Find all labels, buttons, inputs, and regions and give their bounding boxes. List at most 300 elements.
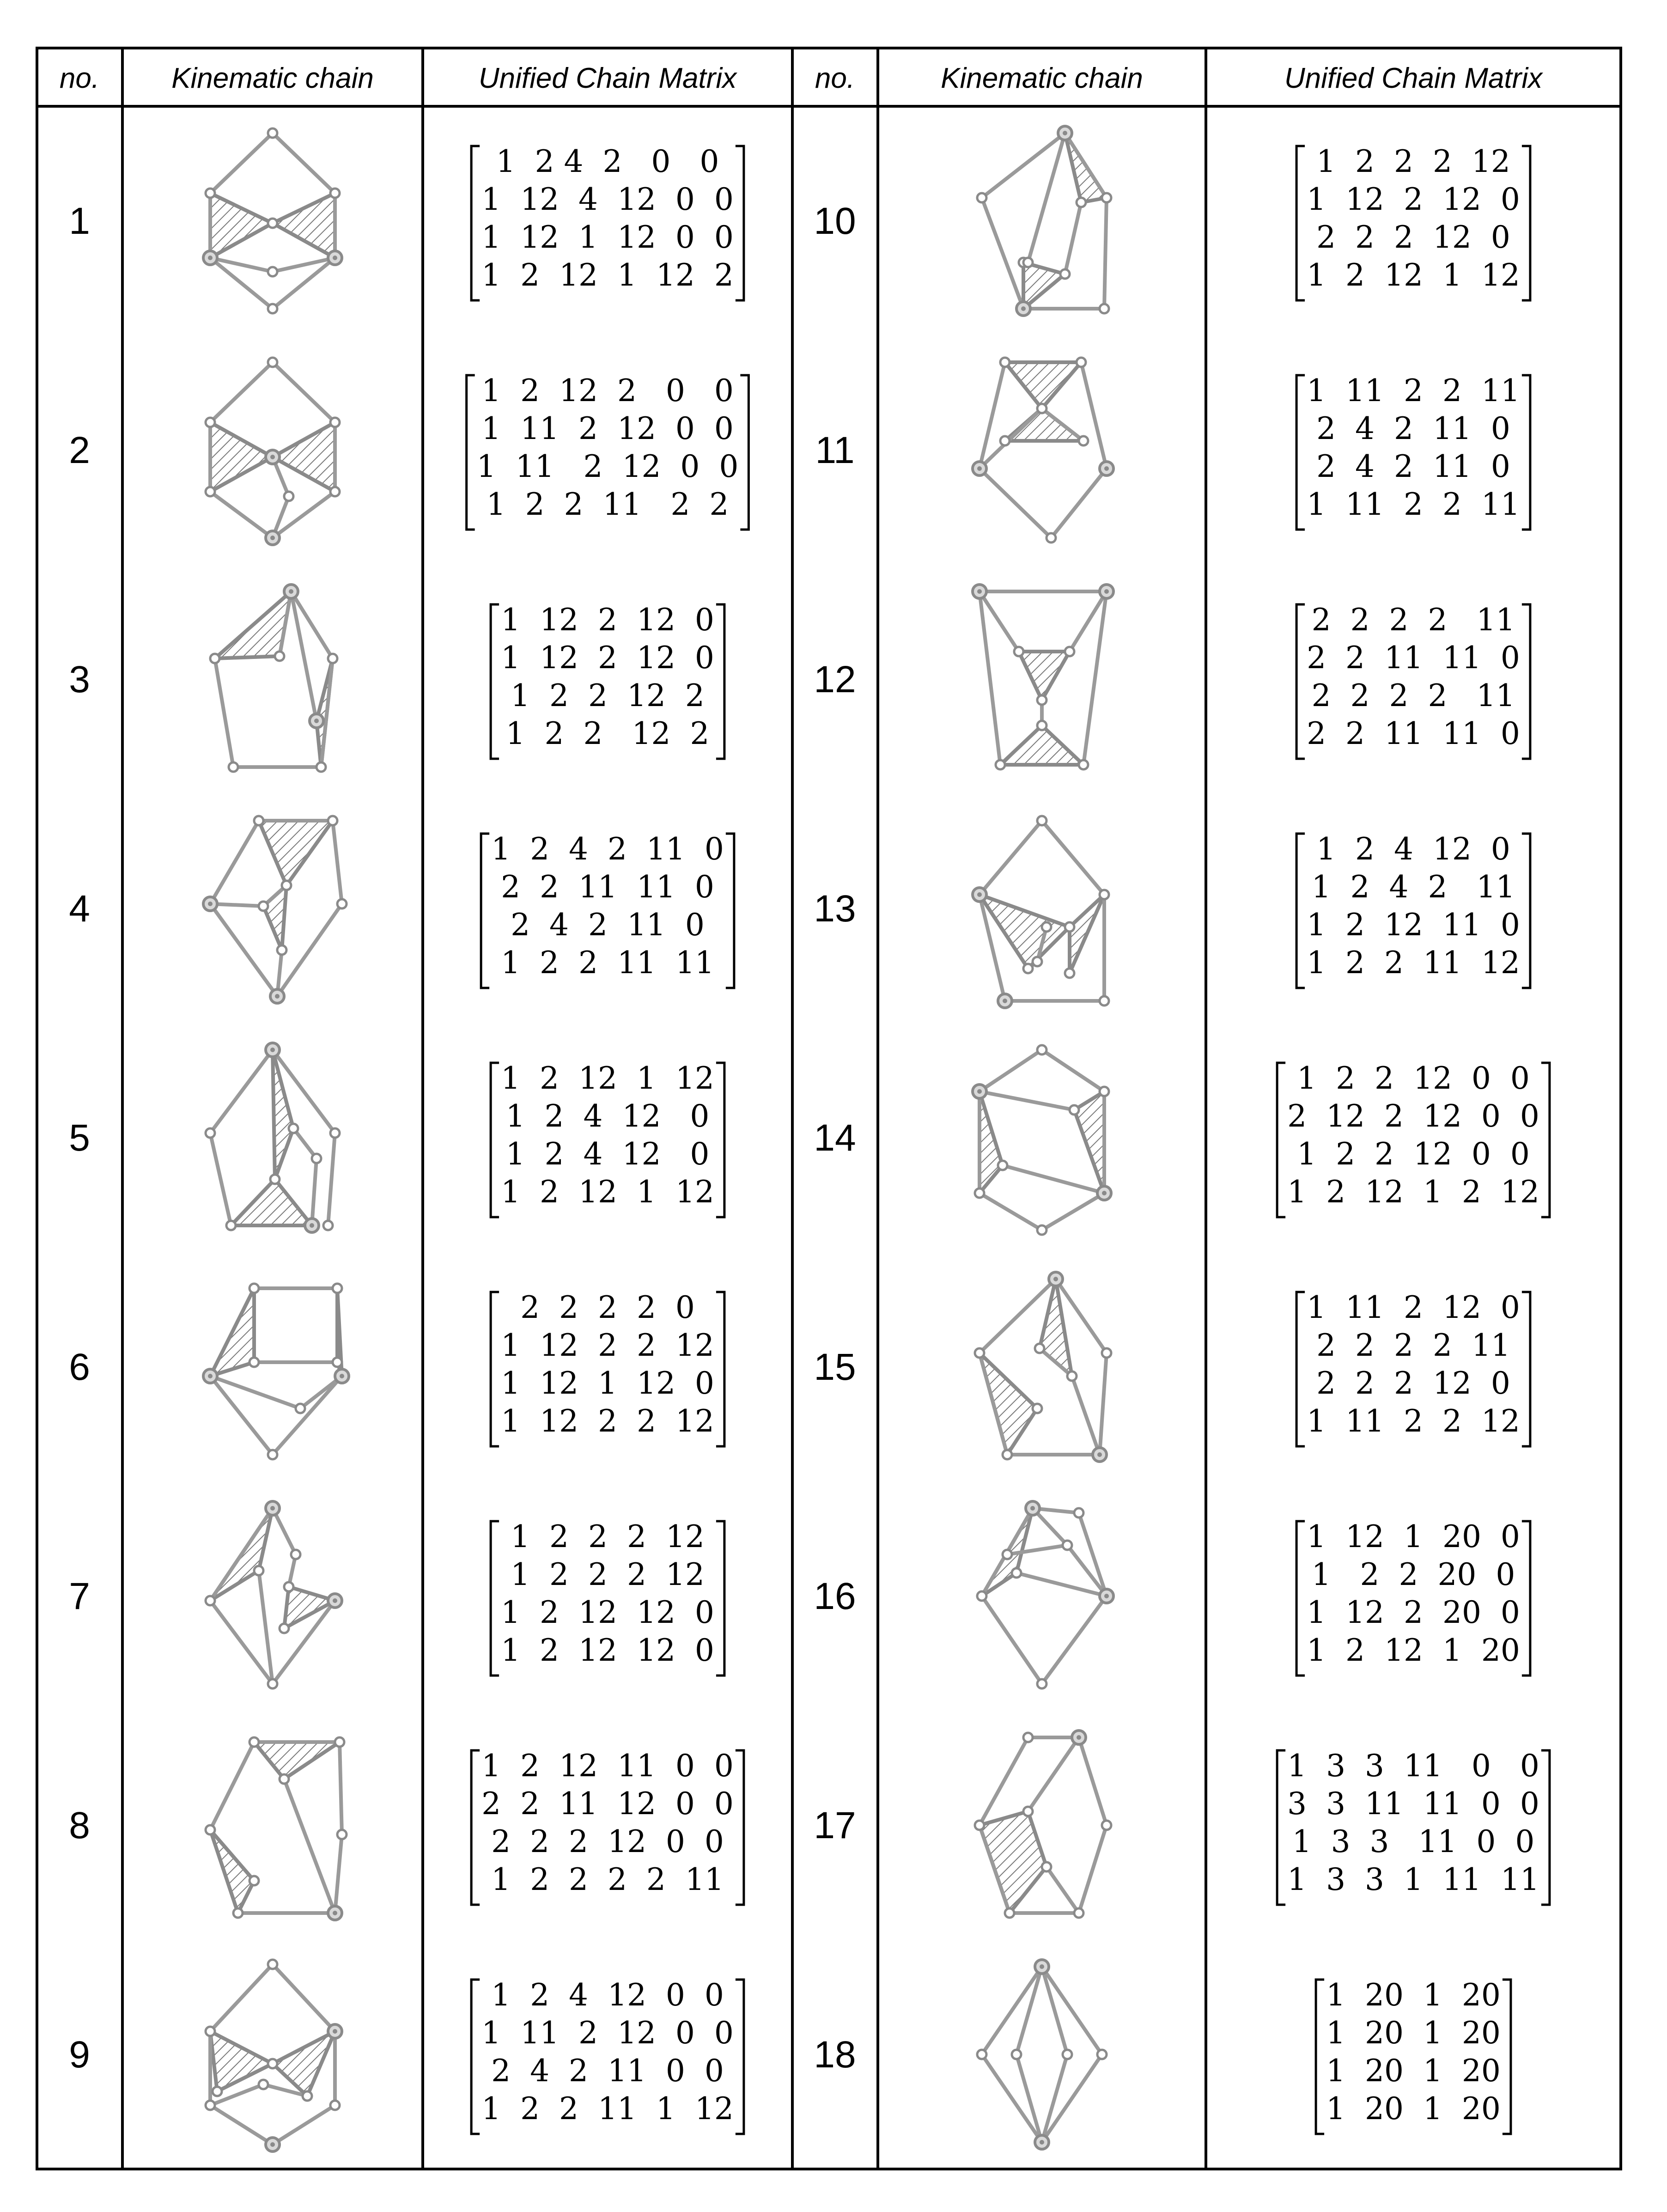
unified-chain-matrix — [1296, 1519, 1530, 1676]
table-row — [69, 1043, 724, 1232]
joint — [1074, 1508, 1083, 1517]
table-row — [69, 358, 748, 545]
matrix-row: 2 4 2 11 0 — [1316, 449, 1510, 484]
matrix-row: 1 12 4 12 0 0 — [481, 182, 734, 217]
joint — [1046, 533, 1056, 542]
matrix-row: 1 2 12 11 0 — [1307, 907, 1520, 943]
binary-link — [1003, 1165, 1104, 1193]
matrix-row: 1 11 2 2 11 — [1307, 373, 1520, 408]
row-number: 15 — [814, 1346, 856, 1388]
matrix-row: 1 2 2 12 2 — [505, 716, 710, 751]
joint — [1102, 1348, 1111, 1358]
row-number: 11 — [815, 429, 855, 471]
matrix-row: 1 20 1 20 — [1326, 1977, 1501, 2013]
matrix-row: 2 2 2 12 0 — [1316, 1365, 1510, 1401]
matrix-row: 1 12 2 2 12 — [501, 1403, 714, 1439]
unified-chain-matrix — [471, 1748, 744, 1905]
matrix-rows — [501, 1060, 714, 1210]
unified-chain-matrix — [491, 1519, 724, 1676]
matrix-row: 1 2 12 1 20 — [1307, 1633, 1520, 1668]
joint — [1100, 890, 1109, 899]
joint — [330, 189, 340, 198]
ground-joint-center — [1104, 466, 1109, 471]
table-row — [815, 358, 1530, 542]
matrix-row: 1 2 2 12 0 0 — [1297, 1136, 1530, 1172]
ground-joint-center — [333, 1598, 337, 1603]
joint — [249, 1358, 259, 1367]
joint — [268, 358, 277, 367]
joint — [1037, 1225, 1046, 1235]
joint — [206, 1128, 215, 1138]
table-row — [814, 1501, 1530, 1688]
table-row — [814, 1272, 1530, 1462]
joint — [284, 492, 293, 501]
matrix-rows — [1307, 144, 1520, 293]
ground-joint-center — [1063, 131, 1067, 135]
ternary-link — [980, 1091, 1003, 1193]
table-row — [69, 128, 744, 313]
joint — [1070, 1105, 1079, 1115]
matrix-row: 1 11 2 12 0 0 — [481, 2015, 734, 2051]
ground-joint-center — [270, 536, 275, 540]
joint — [1102, 193, 1111, 202]
kinematic-chain-figure — [206, 1043, 340, 1232]
joint — [977, 193, 986, 202]
joint — [316, 762, 326, 772]
row-number: 8 — [69, 1804, 90, 1846]
table-row — [69, 1501, 724, 1688]
kinematic-chain-figure — [975, 1272, 1111, 1462]
ternary-link — [284, 1587, 335, 1628]
ground-joint-center — [340, 1374, 344, 1378]
kinematic-chain-figure — [203, 1284, 349, 1459]
matrix-rows — [1307, 831, 1520, 981]
joint — [1042, 922, 1051, 932]
matrix-left-bracket — [491, 1521, 499, 1676]
joint — [1077, 358, 1086, 367]
joint — [1037, 1045, 1046, 1054]
unified-chain-matrix — [491, 1060, 724, 1217]
binary-link — [982, 198, 1023, 309]
matrix-row: 2 2 11 11 0 — [501, 869, 714, 905]
joint — [323, 1221, 333, 1230]
matrix-row: 1 2 2 2 12 — [1316, 144, 1510, 179]
matrix-row: 1 12 2 2 12 — [501, 1328, 714, 1363]
matrix-rows — [481, 1748, 734, 1897]
table-row — [69, 1960, 744, 2151]
matrix-rows — [1307, 1290, 1520, 1439]
joint — [268, 1450, 277, 1459]
row-number: 4 — [69, 888, 90, 930]
joint — [254, 816, 263, 825]
ground-joint-center — [1104, 589, 1109, 594]
joint — [330, 487, 340, 496]
matrix-right-bracket — [740, 375, 748, 530]
matrix-row: 2 12 2 12 0 0 — [1287, 1098, 1539, 1134]
joint — [1037, 1679, 1046, 1688]
matrix-right-bracket — [736, 146, 744, 300]
kinematic-chain-figure — [203, 128, 342, 313]
joint — [330, 418, 340, 427]
matrix-row: 1 12 1 12 0 — [501, 1365, 714, 1401]
row-number: 3 — [69, 658, 90, 701]
matrix-row: 2 4 2 11 0 — [1316, 411, 1510, 446]
joint — [975, 1348, 984, 1358]
matrix-row: 1 2 12 2 0 0 — [481, 373, 734, 408]
row-number: 18 — [814, 2034, 856, 2076]
joint — [1033, 957, 1042, 966]
ground-joint-center — [1102, 1191, 1107, 1195]
unified-chain-matrix — [1277, 1060, 1550, 1217]
matrix-left-bracket — [1296, 146, 1305, 300]
unified-chain-matrix — [1296, 1290, 1530, 1446]
joint — [328, 654, 337, 663]
row-number: 14 — [814, 1117, 856, 1159]
table-row — [814, 816, 1530, 1008]
matrix-rows — [1307, 373, 1520, 522]
matrix-row: 1 2 2 11 2 2 — [486, 487, 729, 522]
row-number: 2 — [69, 429, 90, 471]
table-row — [814, 1045, 1549, 1235]
matrix-rows — [1307, 602, 1520, 751]
binary-link — [273, 1508, 296, 1587]
joint — [1033, 1404, 1042, 1413]
binary-link — [1083, 591, 1107, 765]
joint — [1079, 760, 1088, 769]
joint — [210, 654, 219, 663]
binary-link — [1046, 1867, 1079, 1913]
joint — [280, 1774, 289, 1784]
matrix-row: 1 3 3 1 11 11 — [1287, 1862, 1539, 1897]
joint — [333, 1358, 342, 1367]
matrix-row: 2 2 2 2 11 — [1311, 602, 1515, 638]
header-unified-chain-matrix-right: Unified Chain Matrix — [1284, 62, 1543, 94]
ground-joint-center — [1021, 306, 1026, 311]
matrix-rows — [481, 144, 734, 293]
ground-joint-center — [275, 994, 280, 999]
joint — [333, 1284, 342, 1293]
joint — [312, 1154, 321, 1163]
matrix-right-bracket — [1522, 146, 1530, 300]
matrix-rows — [491, 831, 724, 981]
ternary-link — [1070, 895, 1104, 973]
matrix-right-bracket — [1522, 604, 1530, 759]
matrix-left-bracket — [1296, 375, 1305, 530]
matrix-row: 1 11 2 12 0 0 — [481, 411, 734, 446]
ground-joint-center — [208, 256, 213, 260]
matrix-row: 1 2 12 1 12 — [1307, 257, 1520, 293]
joint — [1042, 1862, 1051, 1871]
matrix-row: 1 20 1 20 — [1326, 2091, 1501, 2127]
kinematic-chain-figure — [977, 1501, 1113, 1688]
unified-chain-matrix — [1296, 144, 1530, 300]
table-row — [814, 126, 1530, 316]
joint — [1065, 969, 1074, 978]
joint — [206, 2027, 215, 2036]
joint — [213, 2087, 222, 2096]
joint — [303, 2091, 312, 2101]
joint — [975, 1188, 984, 1198]
joint — [296, 1404, 305, 1413]
unified-chain-matrix — [467, 373, 749, 530]
header-no-right: no. — [815, 62, 855, 94]
header-no-left: no. — [59, 62, 100, 94]
matrix-left-bracket — [491, 604, 499, 759]
header-kinematic-chain-right: Kinematic chain — [941, 62, 1143, 94]
matrix-row: 2 2 2 2 11 — [1316, 1328, 1510, 1363]
matrix-left-bracket — [491, 1063, 499, 1217]
ternary-link — [259, 821, 333, 885]
binary-link — [982, 133, 1065, 198]
header-kinematic-chain-left: Kinematic chain — [171, 62, 374, 94]
ground-joint-center — [208, 1374, 213, 1378]
joint — [1035, 1344, 1044, 1353]
matrix-row: 1 11 2 2 12 — [1307, 1403, 1520, 1439]
ternary-link — [1005, 362, 1081, 408]
row-number: 9 — [69, 2034, 90, 2076]
matrix-row: 1 2 4 2 0 0 — [496, 144, 719, 179]
kinematic-chain-figure — [977, 1960, 1107, 2149]
joint — [1065, 922, 1074, 932]
joint — [1023, 1733, 1033, 1742]
unified-chain-matrix — [471, 1977, 744, 2134]
joint — [1037, 404, 1046, 413]
joint — [337, 1830, 347, 1839]
ternary-link — [273, 2031, 335, 2096]
matrix-row: 1 11 2 12 0 — [1307, 1290, 1520, 1325]
joint — [330, 1128, 340, 1138]
row-number: 12 — [814, 658, 856, 701]
ternary-link — [273, 193, 335, 258]
matrix-row: 1 2 12 12 0 — [501, 1595, 714, 1630]
table-row — [69, 585, 724, 772]
joint — [1012, 2050, 1021, 2059]
joint — [1067, 1371, 1077, 1381]
matrix-left-bracket — [481, 834, 489, 988]
matrix-rows — [501, 602, 714, 751]
ground-joint-center — [977, 589, 982, 594]
joint — [206, 1825, 215, 1834]
ground-joint-center — [270, 1506, 275, 1511]
unified-chain-matrix — [1277, 1748, 1550, 1905]
matrix-row: 1 2 2 11 11 — [501, 945, 714, 981]
binary-link — [1028, 1737, 1079, 1811]
matrix-row: 1 2 2 2 12 — [511, 1519, 705, 1554]
matrix-row: 1 2 12 1 12 — [501, 1060, 714, 1096]
unified-chain-matrix — [1296, 602, 1530, 759]
ternary-link — [210, 1288, 254, 1376]
matrix-row: 2 2 11 11 0 — [1307, 640, 1520, 676]
joint — [249, 1876, 259, 1885]
kinematic-chain-figure — [975, 1731, 1111, 1918]
matrix-left-bracket — [471, 146, 480, 300]
ground-joint-center — [333, 1911, 337, 1915]
matrix-row: 2 2 2 12 0 0 — [491, 1824, 724, 1859]
matrix-row: 1 3 3 11 0 0 — [1292, 1824, 1535, 1859]
joint — [1012, 1568, 1021, 1578]
matrix-rows — [1287, 1060, 1539, 1210]
matrix-rows — [481, 1977, 734, 2127]
kinematic-chain-figure — [206, 1501, 342, 1688]
matrix-row: 1 2 2 20 0 — [1311, 1557, 1515, 1592]
joint — [291, 1550, 300, 1559]
matrix-rows — [1287, 1748, 1539, 1897]
matrix-row: 1 2 2 2 12 — [511, 1557, 705, 1592]
matrix-row: 1 20 1 20 — [1326, 2053, 1501, 2089]
joint — [268, 2059, 277, 2068]
matrix-right-bracket — [1522, 834, 1530, 988]
ground-joint-center — [977, 892, 982, 897]
kinematic-chain-figure — [977, 126, 1111, 316]
joint — [268, 267, 277, 276]
joint — [206, 2101, 215, 2110]
matrix-row: 1 2 2 12 0 0 — [1297, 1060, 1530, 1096]
joint — [268, 1960, 277, 1969]
kinematic-chain-figure — [206, 1737, 347, 1920]
joint — [206, 487, 215, 496]
joint — [233, 1908, 243, 1918]
matrix-rows — [1307, 1519, 1520, 1668]
row-number: 1 — [69, 200, 90, 242]
matrix-row: 1 2 2 2 2 11 — [491, 1862, 724, 1897]
kinematic-chain-figure — [973, 585, 1113, 769]
ternary-link — [1019, 652, 1070, 700]
matrix-left-bracket — [1296, 1292, 1305, 1446]
matrix-right-bracket — [1541, 1063, 1550, 1217]
matrix-left-bracket — [1296, 834, 1305, 988]
unified-chain-matrix — [1316, 1977, 1511, 2134]
joint — [270, 1175, 280, 1184]
joint — [1014, 647, 1023, 656]
matrix-row: 1 2 4 12 0 — [1316, 831, 1510, 867]
joint — [249, 1737, 259, 1747]
matrix-left-bracket — [1277, 1063, 1285, 1217]
joint — [284, 1582, 293, 1591]
matrix-row: 1 12 1 20 0 — [1307, 1519, 1520, 1554]
matrix-row: 1 12 2 12 0 — [501, 602, 714, 638]
matrix-row: 1 2 12 11 0 0 — [481, 1748, 734, 1784]
matrix-right-bracket — [716, 1521, 724, 1676]
joint — [229, 762, 238, 772]
unified-chain-matrix — [491, 602, 724, 759]
joint — [998, 1161, 1007, 1170]
unified-chain-matrix — [471, 144, 744, 300]
matrix-right-bracket — [736, 1980, 744, 2134]
matrix-row: 1 11 2 12 0 0 — [476, 449, 739, 484]
joint — [206, 418, 215, 427]
ternary-link — [980, 1353, 1037, 1455]
joint — [330, 2101, 340, 2110]
matrix-right-bracket — [1522, 1292, 1530, 1446]
matrix-row: 1 2 4 12 0 — [505, 1136, 710, 1172]
matrix-row: 1 12 2 20 0 — [1307, 1595, 1520, 1630]
binary-link — [1033, 1508, 1107, 1596]
binary-link — [210, 1376, 342, 1455]
table-row — [814, 1960, 1511, 2149]
joint — [1063, 2050, 1072, 2059]
ground-joint-center — [1003, 999, 1007, 1003]
table-row — [69, 1737, 744, 1920]
joint — [268, 219, 277, 228]
ground-joint-center — [270, 455, 275, 459]
joint — [259, 902, 268, 911]
joint — [975, 1821, 984, 1830]
joint — [1005, 1908, 1014, 1918]
matrix-row: 2 4 2 11 0 0 — [491, 2053, 724, 2089]
ground-joint-center — [1104, 1594, 1109, 1598]
row-number: 17 — [814, 1804, 856, 1846]
joint — [268, 304, 277, 313]
table-row — [69, 816, 734, 1003]
joint — [259, 2080, 268, 2089]
row-number: 16 — [814, 1575, 856, 1617]
ground-joint-center — [977, 1089, 982, 1094]
matrix-left-bracket — [471, 1980, 480, 2134]
matrix-row: 1 11 2 2 11 — [1307, 487, 1520, 522]
kinematic-chain-figure — [210, 585, 337, 772]
matrix-right-bracket — [716, 1292, 724, 1446]
row-number: 10 — [814, 200, 856, 242]
ground-joint-center — [270, 1048, 275, 1052]
joint — [1063, 1541, 1072, 1550]
binary-link — [1065, 202, 1081, 274]
matrix-row: 1 12 2 12 0 — [501, 640, 714, 676]
joint — [1097, 2050, 1107, 2059]
kinematic-chain-figure — [206, 1960, 342, 2151]
joint — [282, 881, 291, 890]
joint — [977, 2050, 986, 2059]
joint — [1000, 358, 1010, 367]
joint — [1000, 436, 1010, 445]
row-number: 13 — [814, 888, 856, 930]
matrix-right-bracket — [1522, 375, 1530, 530]
matrix-row: 1 2 2 11 12 — [1307, 945, 1520, 981]
joint — [268, 1679, 277, 1688]
ground-joint-center — [1040, 2140, 1044, 2145]
matrix-row: 1 12 2 12 0 — [1307, 182, 1520, 217]
joint — [1037, 721, 1046, 730]
joint — [226, 1221, 236, 1230]
joint — [328, 816, 337, 825]
ground-joint-center — [310, 1223, 314, 1228]
matrix-row: 1 2 2 11 1 12 — [481, 2091, 734, 2127]
matrix-row: 2 2 11 12 0 0 — [481, 1786, 734, 1822]
binary-link — [982, 1967, 1102, 2142]
joint — [1077, 198, 1086, 207]
matrix-row: 1 2 4 2 11 0 — [491, 831, 724, 867]
matrix-right-bracket — [716, 604, 724, 759]
matrix-right-bracket — [736, 1750, 744, 1905]
joint — [254, 1566, 263, 1575]
ground-joint-center — [333, 2029, 337, 2034]
ground-joint-center — [270, 2142, 275, 2147]
ternary-link — [1023, 262, 1065, 309]
joint — [1079, 436, 1088, 445]
matrix-row: 1 2 12 1 12 — [501, 1174, 714, 1210]
matrix-row: 1 2 12 12 0 — [501, 1633, 714, 1668]
joint — [1100, 1087, 1109, 1096]
ground-joint-center — [1053, 1277, 1058, 1281]
matrix-rows — [501, 1519, 714, 1668]
matrix-rows — [1326, 1977, 1501, 2127]
matrix-left-bracket — [491, 1292, 499, 1446]
joint — [1065, 647, 1074, 656]
matrix-right-bracket — [716, 1063, 724, 1217]
joint — [996, 760, 1005, 769]
matrix-row: 2 2 11 11 0 — [1307, 716, 1520, 751]
ternary-link — [210, 193, 273, 258]
kinematic-chain-figure — [973, 816, 1109, 1008]
